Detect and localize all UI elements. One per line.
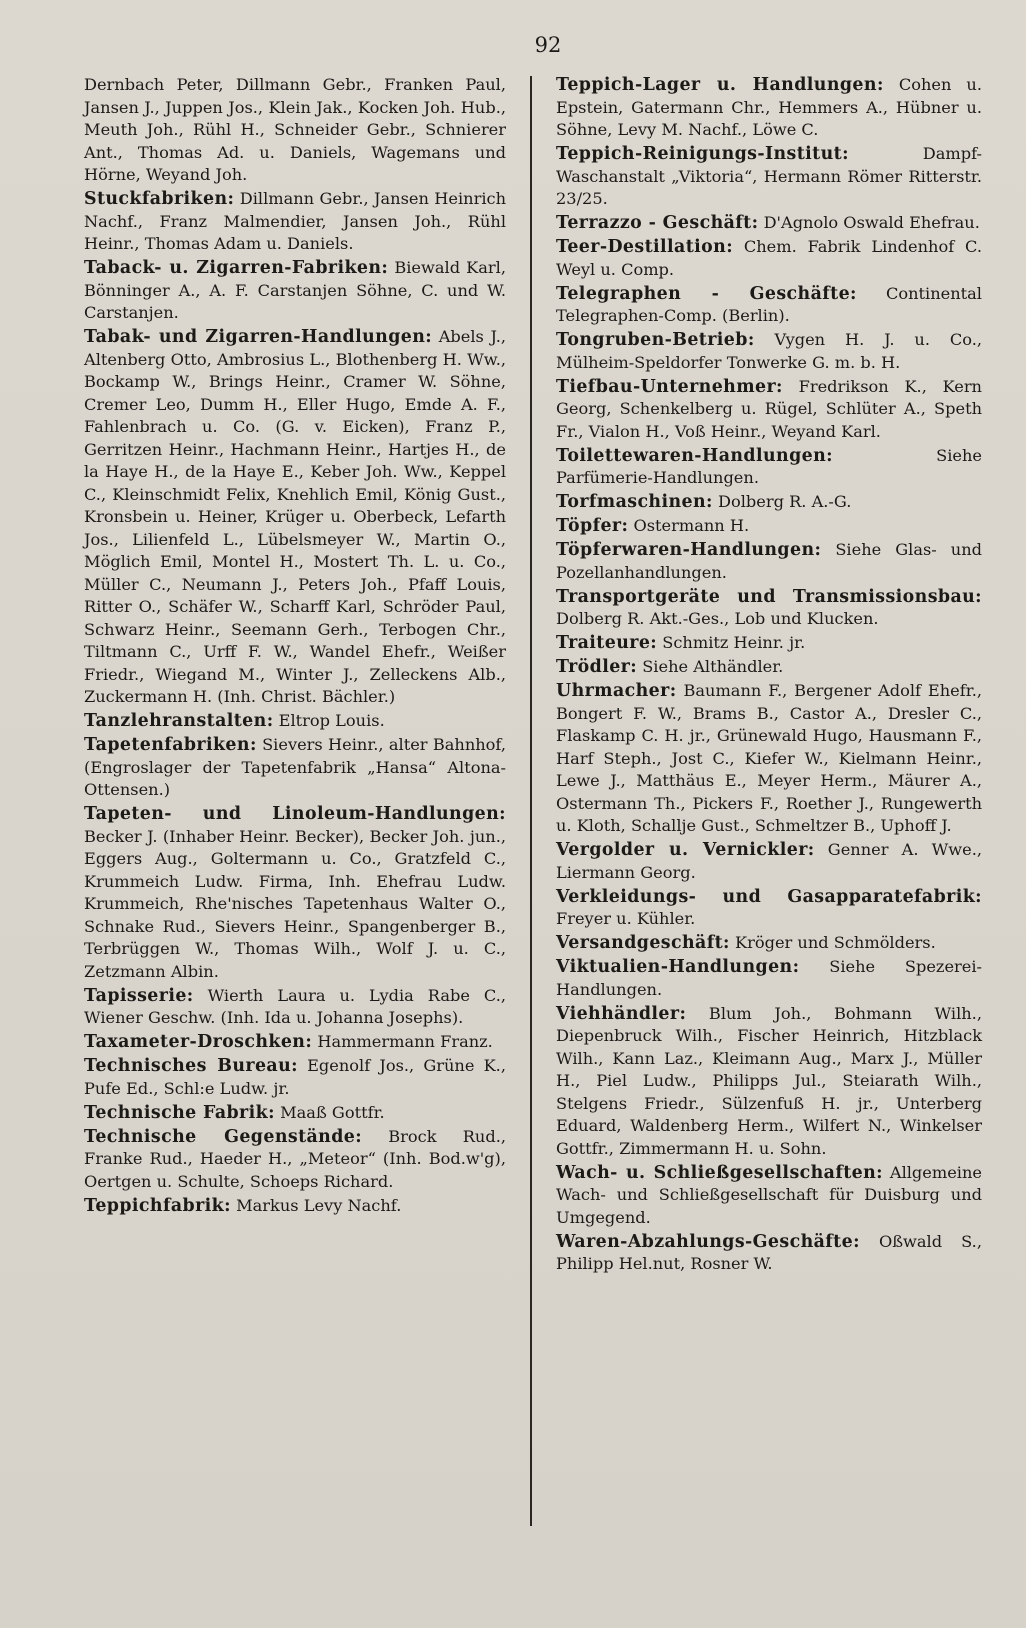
category-heading: Verkleidungs- und Gasapparatefabrik: <box>556 886 982 907</box>
entry-listing: Biewald Karl, Bönninger A., A. F. Carstanjen Söhne, C. und W. Carstanjen. <box>84 258 506 322</box>
right-entry <box>556 586 982 631</box>
right-entry <box>556 1162 982 1230</box>
right-entry <box>556 491 982 514</box>
category-heading: Toilettewaren-Handlungen: <box>556 445 833 466</box>
entry-listing: Dampf-Waschanstalt „Viktoria“, Hermann Römer Ritterstr. 23/25. <box>556 144 982 208</box>
right-entry <box>556 839 982 884</box>
right-entry <box>556 932 982 955</box>
left-entry <box>84 1031 506 1054</box>
category-heading: Versandgeschäft: <box>556 933 730 953</box>
category-heading: Tabak- und Zigarren-Handlungen: <box>84 327 433 347</box>
right-entry <box>556 886 982 931</box>
right-entry <box>556 445 982 490</box>
entry-listing: Dernbach Peter, Dillmann Gebr., Franken Paul, Jansen J., Juppen Jos., Klein Jak., Kocken Joh. Hub., Meuth Joh., Rühl H., Schneider Gebr., Schnierer Ant., Thomas Ad. u. Daniels, Wagemans und Hörne, Weyand Joh. <box>84 75 506 184</box>
left-entry <box>84 734 506 802</box>
entry-listing: Hammermann Franz. <box>317 1032 493 1051</box>
category-heading: Wach- u. Schließgesellschaften: <box>556 1162 883 1183</box>
right-column <box>556 74 982 1526</box>
category-heading: Töpferwaren-Handlungen: <box>556 540 822 560</box>
entry-listing: Baumann F., Bergener Adolf Ehefr., Bongert F. W., Brams B., Castor A., Dresler C., Flaskamp C. H. jr., Grünewald Hugo, Hausmann F., Harf Steph., Jost C., Kiefer W., Kielmann Heinr., Lewe J., Matthäus E., Meyer Herm., Mäurer A., Ostermann Th., Pickers F., Roether J., Rungewerth u. Kloth, Schallje Gust., Schmeltzer B., Uphoff J. <box>556 681 982 835</box>
category-heading: Viehhändler: <box>556 1003 687 1024</box>
right-entry <box>556 632 982 655</box>
entry-listing: Brock Rud., Franke Rud., Haeder H., „Meteor“ (Inh. Bod.w'g), Oertgen u. Schulte, Schoeps Richard. <box>84 1126 506 1191</box>
entry-listing: Vygen H. J. u. Co., Mülheim-Speldorfer Tonwerke G. m. b. H. <box>556 330 982 372</box>
category-heading: Torfmaschinen: <box>556 492 713 512</box>
left-entry <box>84 1102 506 1125</box>
left-entry <box>84 74 506 187</box>
right-entry <box>556 656 982 679</box>
right-entry <box>556 283 982 328</box>
category-heading: Tapisserie: <box>84 985 194 1006</box>
category-heading: Teer-Destillation: <box>556 237 734 257</box>
category-heading: Technische Fabrik: <box>84 1102 275 1123</box>
right-entry <box>556 956 982 1001</box>
category-heading: Taxameter-Droschken: <box>84 1032 313 1052</box>
entry-listing: Continental Telegraphen-Comp. (Berlin). <box>556 283 982 325</box>
category-heading: Tapeten- und Linoleum-Handlungen: <box>84 804 506 824</box>
entry-listing: Wierth Laura u. Lydia Rabe C., Wiener Geschw. (Inh. Ida u. Johanna Josephs). <box>84 985 506 1027</box>
right-entry <box>556 212 982 235</box>
entry-listing: Siehe Spezerei-Handlungen. <box>556 957 982 999</box>
category-heading: Stuckfabriken: <box>84 189 235 209</box>
entry-listing: Genner A. Wwe., Liermann Georg. <box>556 840 983 882</box>
entry-listing: Eltrop Louis. <box>278 711 385 730</box>
columns <box>84 74 982 1526</box>
entry-listing: Siehe Glas- und Pozellanhandlungen. <box>556 540 982 582</box>
entry-listing: D'Agnolo Oswald Ehefrau. <box>763 213 980 232</box>
left-entry <box>84 985 506 1030</box>
entry-listing: Egenolf Jos., Grüne K., Pufe Ed., Schl:e Ludw. jr. <box>84 1056 506 1098</box>
entry-listing: Chem. Fabrik Lindenhof C. Weyl u. Comp. <box>556 237 983 279</box>
entry-listing: Siehe Parfümerie-Handlungen. <box>556 445 982 487</box>
entry-listing: Siehe Althändler. <box>642 657 784 676</box>
category-heading: Teppichfabrik: <box>84 1195 231 1216</box>
category-heading: Tapetenfabriken: <box>84 735 257 755</box>
left-entry <box>84 257 506 325</box>
entry-listing: Cohen u. Epstein, Gatermann Chr., Hemmers A., Hübner u. Söhne, Levy M. Nachf., Löwe C. <box>556 75 982 139</box>
entry-listing: Maaß Gottfr. <box>280 1102 385 1122</box>
left-entry <box>84 710 506 733</box>
entry-listing: Kröger und Schmölders. <box>735 933 936 952</box>
right-entry <box>556 236 982 281</box>
category-heading: Telegraphen - Geschäfte: <box>556 283 857 304</box>
entry-listing: Dolberg R. Akt.-Ges., Lob und Klucken. <box>556 609 879 628</box>
category-heading: Terrazzo - Geschäft: <box>556 213 759 233</box>
right-entry <box>556 74 982 142</box>
right-entry <box>556 376 982 444</box>
left-entry <box>84 1055 506 1100</box>
left-entry <box>84 1126 506 1194</box>
left-entry <box>84 1195 506 1218</box>
entry-listing: Becker J. (Inhaber Heinr. Becker), Becker Joh. jun., Eggers Aug., Goltermann u. Co., Gratzfeld C., Krummeich Ludw. Firma, Inh. Ehefrau Ludw. Krummeich, Rhe'nisches Tapetenhaus Walter O., Schnake Rud., Sievers Heinr., Spangenberger B., Terbrüggen W., Thomas Wilh., Wolf J. u. C., Zetzmann Albin. <box>84 826 506 981</box>
category-heading: Töpfer: <box>556 516 629 536</box>
right-entry <box>556 1003 982 1161</box>
right-entry <box>556 329 982 374</box>
category-heading: Traiteure: <box>556 633 658 653</box>
entry-listing: Ostermann H. <box>633 516 750 535</box>
category-heading: Technische Gegenstände: <box>84 1126 363 1147</box>
right-entry <box>556 539 982 584</box>
entry-listing: Blum Joh., Bohmann Wilh., Diepenbruck Wilh., Fischer Heinrich, Hitzblack Wilh., Kann Laz., Kleimann Aug., Marx J., Müller H., Piel Ludw., Philipps Jul., Steiarath Wilh., Stelgens Friedr., Sülzenfuß H. jr., Unterberg Eduard, Waldenberg Herm., Wilfert N., Winkelser Gottfr., Zimmermann H. u. Sohn. <box>556 1003 982 1158</box>
entry-listing: Fredrikson K., Kern Georg, Schenkelberg u. Rügel, Schlüter A., Speth Fr., Vialon H., Voß Heinr., Weyand Karl. <box>556 376 982 441</box>
category-heading: Teppich-Reinigungs-Institut: <box>556 144 849 164</box>
left-column <box>84 74 506 1526</box>
column-divider <box>530 76 532 1526</box>
category-heading: Tiefbau-Unternehmer: <box>556 376 783 397</box>
entry-listing: Oßwald S., Philipp Hel.nut, Rosner W. <box>556 1231 982 1273</box>
category-heading: Viktualien-Handlungen: <box>556 957 800 977</box>
category-heading: Taback- u. Zigarren-Fabriken: <box>84 258 389 278</box>
entry-listing: Dillmann Gebr., Jansen Heinrich Nachf., Franz Malmendier, Jansen Joh., Rühl Heinr., Thomas Adam u. Daniels. <box>84 189 506 253</box>
category-heading: Tongruben-Betrieb: <box>556 330 755 350</box>
right-entry <box>556 143 982 211</box>
right-entry <box>556 680 982 838</box>
entry-listing: Sievers Heinr., alter Bahnhof, (Engroslager der Tapetenfabrik „Hansa“ Altona-Ottensen.) <box>84 735 506 799</box>
category-heading: Technisches Bureau: <box>84 1056 298 1076</box>
left-entry <box>84 188 506 256</box>
category-heading: Teppich-Lager u. Handlungen: <box>556 75 884 95</box>
category-heading: Waren-Abzahlungs-Geschäfte: <box>556 1231 860 1252</box>
left-entry <box>84 326 506 709</box>
category-heading: Trödler: <box>556 657 638 677</box>
category-heading: Tanzlehranstalten: <box>84 711 274 731</box>
category-heading: Vergolder u. Vernickler: <box>556 840 815 860</box>
right-entry <box>556 515 982 538</box>
category-heading: Uhrmacher: <box>556 681 677 701</box>
category-heading: Transportgeräte und Transmissionsbau: <box>556 586 982 607</box>
entry-listing: Freyer u. Kühler. <box>556 909 696 928</box>
entry-listing: Abels J., Altenberg Otto, Ambrosius L., Blothenberg H. Ww., Bockamp W., Brings Heinr., Cramer W. Söhne, Cremer Leo, Dumm H., Eller Hugo, Emde A. F., Fahlenbrach u. Co. (G. v. Eicken), Franz P., Gerritzen Heinr., Hachmann Heinr., Hartjes H., de la Haye H., de la Haye E., Keber Joh. Ww., Keppel C., Kleinschmidt Felix, Knehlich Emil, König Gust., Kronsbein u. Heiner, Krüger u. Oberbeck, Lefarth Jos., Lilienfeld L., Lübelsmeyer W., Martin O., Möglich Emil, Montel H., Mostert Th. L. u. Co., Müller C., Neumann J., Peters Joh., Pfaff Louis, Ritter O., Schäfer W., Scharff Karl, Schröder Paul, Schwarz Heinr., Seemann Gerh., Terbogen Chr., Tiltmann C., Urff F. W., Wandel Ehefr., Weißer Friedr., Wiegand M., Winter J., Zelleckens Alb., Zuckermann H. (Inh. Christ. Bächler.) <box>84 327 506 706</box>
page-number: 92 <box>534 33 562 57</box>
left-entry <box>84 803 506 983</box>
entry-listing: Allgemeine Wach- und Schließgesellschaft für Duisburg und Umgegend. <box>556 1162 982 1227</box>
entry-listing: Markus Levy Nachf. <box>236 1195 402 1215</box>
entry-listing: Schmitz Heinr. jr. <box>662 633 806 652</box>
right-entry <box>556 1231 982 1276</box>
entry-listing: Dolberg R. A.-G. <box>718 492 852 511</box>
